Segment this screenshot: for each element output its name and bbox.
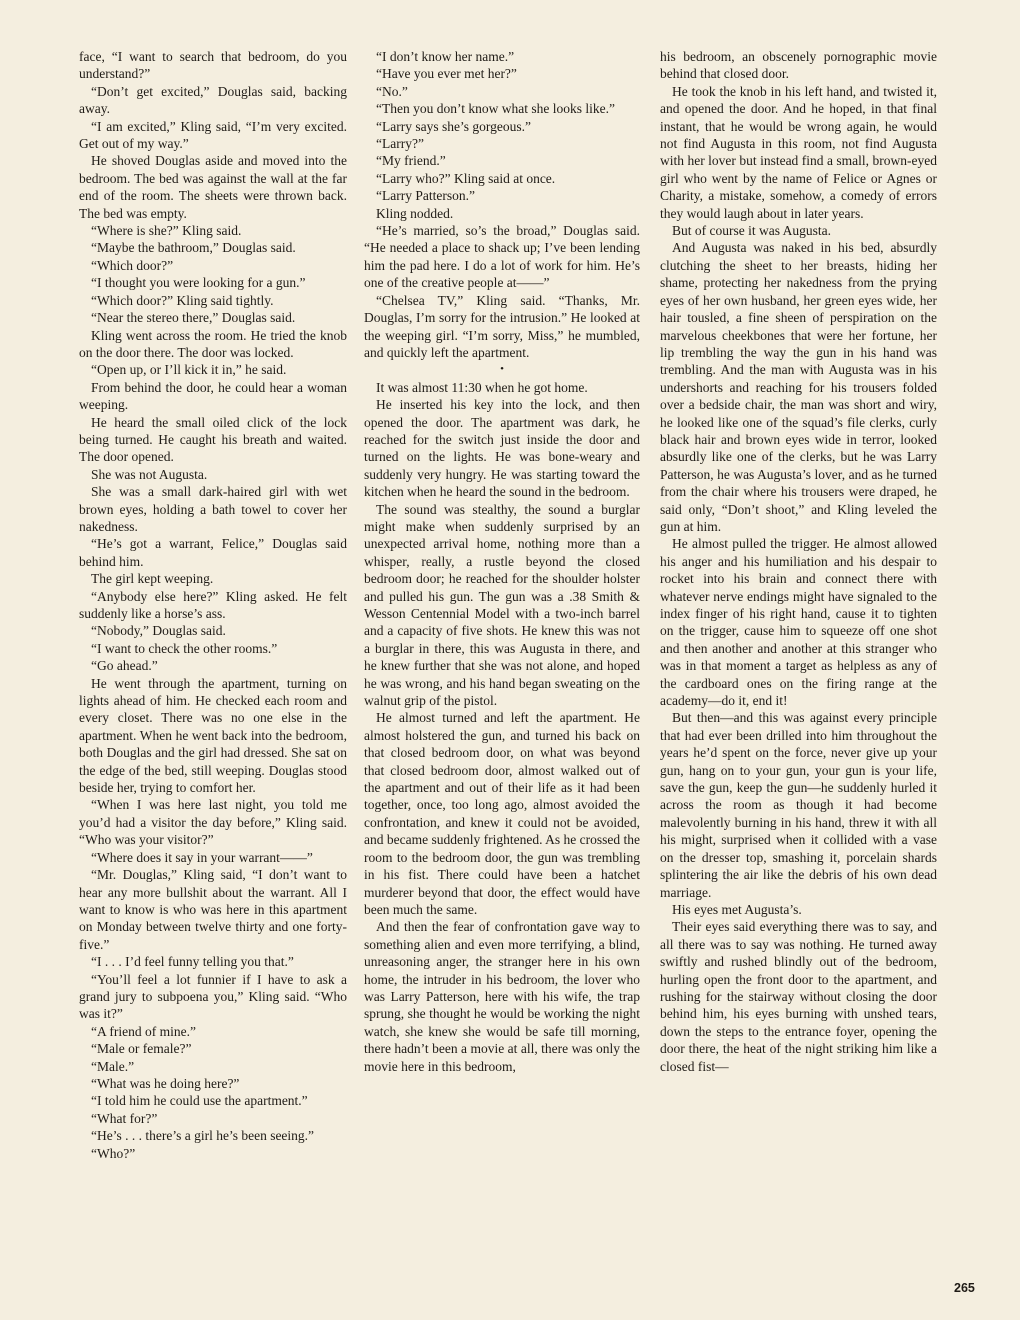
paragraph: “I thought you were looking for a gun.” bbox=[91, 275, 306, 291]
paragraph: “When I was here last night, you told me you’d had a visitor the day before,” Kling said. “Who was your visitor?” bbox=[79, 797, 347, 848]
paragraph: He heard the small oiled click of the lock being turned. He caught his breath and waited. The door opened. bbox=[79, 414, 347, 465]
paragraph: And Augusta was naked in his bed, absurdly clutching the sheet to her breasts, hiding her shame, protecting her nakedness from the prying eyes of her own husband, her green eyes wide, her hair tousled, a fine sheen of perspiration on the marvelous cheekbones that were her fortune, her lip trembling the way the gun in his hand was trembling. And the man with Augusta was in his undershorts and reaching for his trousers folded over a bedside chair, the man was short and wiry, he looked like one of the squad’s file clerks, curly black hair and brown eyes wide in terror, looked absurdly like one of the clerks, but he was Larry Patterson, he was Augusta’s lover, and as he turned from the chair where his trousers were draped, he said only, “Don’t shoot,” and Kling leveled the gun at him. bbox=[660, 240, 937, 534]
paragraph: She was a small dark-haired girl with wet brown eyes, holding a bath towel to cover her nakedness. bbox=[79, 484, 347, 534]
paragraph: But of course it was Augusta. bbox=[672, 223, 831, 239]
paragraph: “Open up, or I’ll kick it in,” he said. bbox=[91, 362, 287, 378]
paragraph: The girl kept weeping. bbox=[91, 571, 214, 587]
paragraph: It was almost 11:30 when he got home. bbox=[376, 379, 588, 395]
paragraph: He almost pulled the trigger. He almost allowed his anger and his humiliation and his despair to rocket into his brain and connect there with whatever nerve endings might have signaled to the index finger of his right hand, cause it to tighten on the trigger, cause him to squeeze off one shot and then another and another at this stranger who was in that moment a target as helpless as any of the cardboard ones on the firing range at the academy—do it, end it! bbox=[660, 536, 937, 709]
paragraph: “What was he doing here?” bbox=[91, 1075, 240, 1091]
paragraph: He went through the apartment, turning on lights ahead of him. He checked each room and every closet. There was no one else in the apartment. When he went back into the bedroom, both Douglas and the girl had dressed. She sat on the edge of the bed, still weeping. Douglas stood beside her, trying to comfort her. bbox=[79, 675, 347, 796]
paragraph: He almost turned and left the apartment. He almost holstered the gun, and turned his back on that closed bedroom door, on what was beyond that closed bedroom door, almost walked out of the apartment and out of their life as it had been together, once, too long ago, almost avoided the confrontation, and knew it could not be avoided, and became suddenly frightened. As he crossed the room to the bedroom door, the gun was trembling in his fist. There could have been a hatchet murderer beyond that door, the effect would have been much the same. bbox=[364, 710, 640, 917]
paragraph: “I told him he could use the apartment.” bbox=[91, 1093, 308, 1109]
paragraph: “I . . . I’d feel funny telling you that.” bbox=[91, 954, 294, 970]
text-column-3 bbox=[660, 48, 937, 1075]
paragraph: “I don’t know her name.” bbox=[376, 49, 515, 64]
paragraph: He took the knob in his left hand, and twisted it, and opened the door. And he hoped, in that final instant, that he would be wrong again, he would not find Augusta in this room, not find Augusta with her lover but instead find a small, brown-eyed girl who went by the name of Felice or Agnes or Charity, a mistake, somehow, a comedy of errors they would laugh about in later years. bbox=[660, 83, 937, 221]
text-column-1 bbox=[79, 48, 347, 1162]
paragraph: “Then you don’t know what she looks like.” bbox=[376, 101, 615, 117]
paragraph: “Male or female?” bbox=[91, 1041, 192, 1057]
paragraph: “Have you ever met her?” bbox=[376, 66, 517, 82]
paragraph: “Mr. Douglas,” Kling said, “I don’t want to hear any more bullshit about the warrant. All I want to know is who was here in this apartment on Monday between twelve thirty and one forty-five.” bbox=[79, 867, 347, 952]
paragraph: And then the fear of confrontation gave way to something alien and even more terrifying, a blind, unreasoning anger, the stranger here in his own home, the intruder in his bedroom, the lover who was Larry Patterson, here with his wife, the trap sprung, she thought he would be working the night watch, she knew she would be safe till morning, there hadn’t been a movie at all, there was only the movie here in this bedroom, bbox=[364, 919, 640, 1074]
paragraph: “He’s married, so’s the broad,” Douglas said. “He needed a place to shack up; I’ve been lending him the pad here. I do a lot of work for him. He’s one of the creative people at——” bbox=[364, 223, 640, 291]
paragraph: face, “I want to search that bedroom, do you understand?” bbox=[79, 49, 347, 82]
paragraph: He inserted his key into the lock, and then opened the door. The apartment was dark, he reached for the switch just inside the door and turned on the lights. He was bone-weary and suddenly very hungry. He was starting toward the kitchen when he heard the sound in the bedroom. bbox=[364, 397, 640, 500]
paragraph: Kling nodded. bbox=[376, 205, 454, 221]
paragraph: “He’s got a warrant, Felice,” Douglas said behind him. bbox=[79, 536, 347, 569]
paragraph: “Which door?” bbox=[91, 257, 174, 273]
paragraph: His eyes met Augusta’s. bbox=[672, 901, 802, 917]
paragraph: “Larry Patterson.” bbox=[376, 188, 475, 204]
paragraph: “Larry?” bbox=[376, 136, 424, 152]
paragraph: Their eyes said everything there was to say, and all there was to say was nothing. He turned away swiftly and rushed blindly out of the bedroom, hurling open the front door to the apartment, and rushing for the stairway without closing the door behind him, his eyes burning with unshed tears, down the steps to the entrance foyer, opening the door there, the heat of the night striking him like a closed fist— bbox=[660, 919, 937, 1074]
paragraph: “I am excited,” Kling said, “I’m very excited. Get out of my way.” bbox=[79, 118, 347, 152]
paragraph: Kling went across the room. He tried the knob on the door there. The door was locked. bbox=[79, 327, 347, 360]
paragraph: “I want to check the other rooms.” bbox=[91, 640, 278, 656]
paragraph: “Don’t get excited,” Douglas said, backing away. bbox=[79, 83, 347, 117]
paragraph: his bedroom, an obscenely pornographic movie behind that closed door. bbox=[660, 49, 937, 82]
paragraph: “Larry who?” Kling said at once. bbox=[376, 170, 556, 186]
paragraph: “Chelsea TV,” Kling said. “Thanks, Mr. Douglas, I’m sorry for the intrusion.” He looked at the weeping girl. “I’m sorry, Miss,” he mumbled, and quickly left the apartment. bbox=[364, 292, 640, 360]
paragraph: “Nobody,” Douglas said. bbox=[91, 623, 226, 639]
paragraph: “Who?” bbox=[91, 1145, 136, 1161]
section-break: • bbox=[500, 363, 504, 376]
paragraph: “Larry says she’s gorgeous.” bbox=[376, 118, 531, 134]
paragraph: “Anybody else here?” Kling asked. He felt suddenly like a horse’s ass. bbox=[79, 588, 347, 621]
paragraph: But then—and this was against every principle that had ever been drilled into him throughout the years he’d spent on the force, never give up your gun, hang on to your gun, your gun is your life, save the gun, keep the gun—he suddenly hurled it across the room as though it had become malevolently burning in his hand, threw it with all his might, surprised when it collided with a vase on the dresser top, smashing it, porcelain shards splintering the air like the debris of his own dead marriage. bbox=[660, 710, 937, 900]
paragraph: “Near the stereo there,” Douglas said. bbox=[91, 310, 296, 326]
paragraph: From behind the door, he could hear a woman weeping. bbox=[79, 379, 347, 413]
paragraph: “You’ll feel a lot funnier if I have to ask a grand jury to subpoena you,” Kling said. “Who was it?” bbox=[79, 971, 347, 1022]
paragraph: She was not Augusta. bbox=[91, 466, 208, 482]
paragraph: “My friend.” bbox=[376, 153, 446, 169]
paragraph: “A friend of mine.” bbox=[91, 1023, 196, 1039]
paragraph: “What for?” bbox=[91, 1110, 158, 1126]
paragraph: The sound was stealthy, the sound a burglar might make when suddenly surprised by an unexpected arrival home, nothing more than a whisper, really, a rustle beyond the closed bedroom door; he reached for the shoulder holster and pulled his gun. The gun was a .38 Smith & Wesson Centennial Model with a two-inch barrel and a capacity of five shots. He knew this was not a burglar in there, this was Augusta in there, and he knew further that she was not alone, and hoped he was wrong, and his hand began sweating on the walnut grip of the pistol. bbox=[364, 501, 640, 709]
paragraph: “Go ahead.” bbox=[91, 658, 158, 674]
paragraph: “Where does it say in your warrant——” bbox=[91, 849, 313, 865]
paragraph: “Which door?” Kling said tightly. bbox=[91, 292, 274, 308]
paragraph: “Where is she?” Kling said. bbox=[91, 223, 242, 239]
paragraph: “No.” bbox=[376, 83, 408, 99]
page-number: 265 bbox=[954, 1281, 975, 1295]
paragraph: “Maybe the bathroom,” Douglas said. bbox=[91, 240, 296, 256]
paragraph: He shoved Douglas aside and moved into the bedroom. The bed was against the wall at the far end of the room. The sheets were thrown back. The bed was empty. bbox=[79, 153, 347, 221]
paragraph: “Male.” bbox=[91, 1058, 135, 1074]
text-column-2 bbox=[364, 48, 640, 1075]
paragraph: “He’s . . . there’s a girl he’s been seeing.” bbox=[91, 1128, 315, 1144]
